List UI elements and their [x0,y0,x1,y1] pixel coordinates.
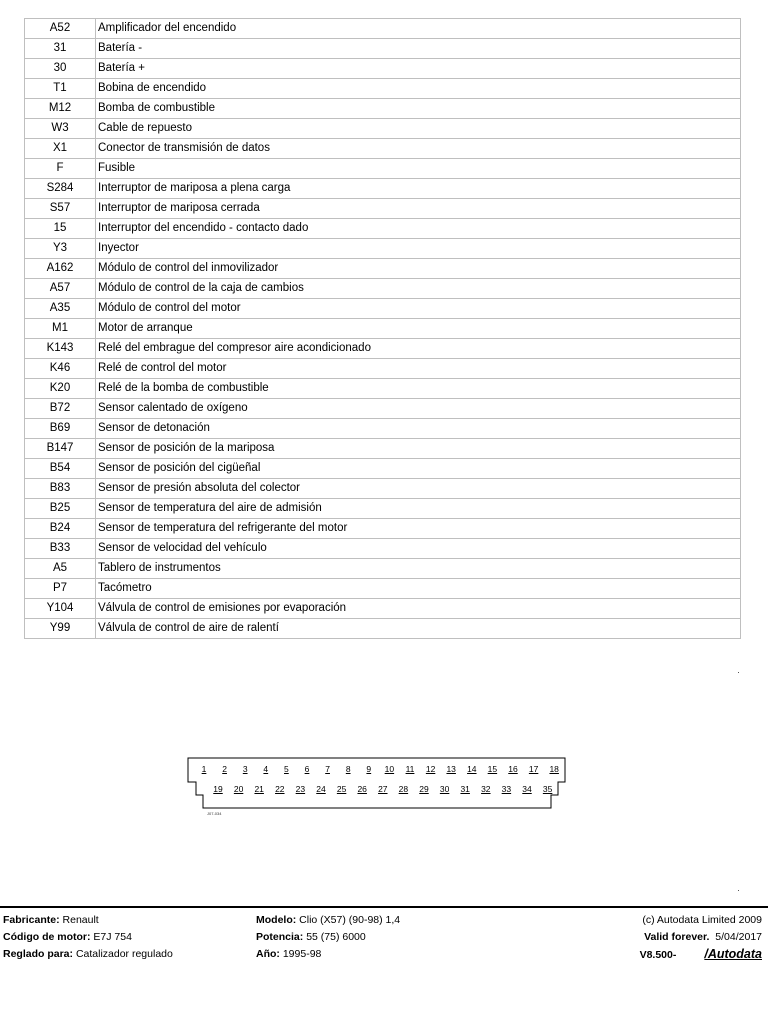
component-description: Relé del embrague del compresor aire acondicionado [96,339,741,359]
component-code: A162 [25,259,96,279]
engine-code-value: E7J 754 [93,931,132,943]
year-label: Año: [256,948,280,960]
footer-left [3,912,173,963]
connector-pin: 27 [378,784,388,794]
component-description: Interruptor de mariposa cerrada [96,199,741,219]
connector-pin: 16 [508,764,518,774]
connector-pin: 32 [481,784,491,794]
component-description: Sensor de detonación [96,419,741,439]
connector-reference: J07-034 [207,811,222,816]
connector-pin: 18 [549,764,559,774]
power-label: Potencia: [256,931,304,943]
component-description: Bomba de combustible [96,99,741,119]
regulated-label: Reglado para: [3,948,74,960]
component-code: X1 [25,139,96,159]
component-description: Interruptor de mariposa a plena carga [96,179,741,199]
stray-dot [738,672,739,673]
component-description: Amplificador del encendido [96,19,741,39]
component-description: Tacómetro [96,579,741,599]
year-line [256,946,400,963]
power-line [256,929,400,946]
table-row [25,59,741,79]
manufacturer-label: Fabricante: [3,914,60,926]
component-code: M12 [25,99,96,119]
table-row [25,259,741,279]
connector-pin: 33 [501,784,512,794]
connector-pin: 34 [522,784,532,794]
table-row [25,439,741,459]
connector-pin: 29 [419,784,429,794]
stray-dot [738,890,739,891]
component-code: K20 [25,379,96,399]
connector-pin: 14 [467,764,477,774]
connector-pin: 22 [275,784,285,794]
regulated-value: Catalizador regulado [75,948,173,960]
version-label: V8.500- [639,949,677,961]
connector-pin: 28 [398,784,409,794]
table-row [25,379,741,399]
model-label: Modelo: [256,914,297,926]
table-row [25,419,741,439]
component-table [24,18,741,639]
footer-right [640,912,762,964]
connector-pin: 9 [366,764,372,774]
table-row [25,19,741,39]
connector-pin: 7 [325,764,330,774]
component-description: Módulo de control del inmovilizador [96,259,741,279]
table-row [25,619,741,639]
component-code: B25 [25,499,96,519]
connector-pin: 15 [487,764,498,774]
model-line [256,912,400,929]
component-code: K143 [25,339,96,359]
component-code: 30 [25,59,96,79]
component-code: Y99 [25,619,96,639]
table-row [25,479,741,499]
table-row [25,119,741,139]
connector-pin: 8 [345,764,351,774]
connector-pin: 30 [439,784,450,794]
table-row [25,79,741,99]
component-description: Sensor de temperatura del refrigerante del motor [96,519,741,539]
copyright-line: (c) Autodata Limited 2009 [642,914,762,926]
component-code: A35 [25,299,96,319]
component-code: B33 [25,539,96,559]
footer [0,906,768,1026]
connector-pin: 10 [384,764,395,774]
component-description: Sensor de presión absoluta del colector [96,479,741,499]
regulated-line [3,946,173,963]
table-row [25,359,741,379]
component-code: B83 [25,479,96,499]
table-row [25,399,741,419]
table-row [25,239,741,259]
component-description: Sensor calentado de oxígeno [96,399,741,419]
component-code: Y104 [25,599,96,619]
connector-pin: 6 [304,764,310,774]
table-row [25,279,741,299]
component-description: Fusible [96,159,741,179]
component-description: Relé de la bomba de combustible [96,379,741,399]
connector-pin: 13 [446,764,456,774]
valid-line [640,929,762,946]
component-description: Sensor de temperatura del aire de admisión [96,499,741,519]
component-description: Válvula de control de aire de ralentí [96,619,741,639]
component-code: W3 [25,119,96,139]
component-code: K46 [25,359,96,379]
component-description: Batería - [96,39,741,59]
connector-pin: 21 [254,784,264,794]
engine-code-line [3,929,173,946]
connector-pin: 1 [201,764,207,774]
table-row [25,139,741,159]
table-row [25,499,741,519]
table-row [25,99,741,119]
component-code: M1 [25,319,96,339]
component-description: Bobina de encendido [96,79,741,99]
component-description: Motor de arranque [96,319,741,339]
component-code: P7 [25,579,96,599]
engine-code-label: Código de motor: [3,931,91,943]
component-code: 15 [25,219,96,239]
valid-label: Valid forever. [644,931,710,943]
component-description: Válvula de control de emisiones por evaporación [96,599,741,619]
table-row [25,559,741,579]
table-row [25,299,741,319]
connector-pin: 3 [242,764,248,774]
component-code: A52 [25,19,96,39]
component-description: Sensor de posición del cigüeñal [96,459,741,479]
connector-pin: 23 [295,784,306,794]
component-description: Batería + [96,59,741,79]
component-code: B69 [25,419,96,439]
component-code: B72 [25,399,96,419]
table-row [25,39,741,59]
version-line [640,946,762,964]
connector-pin: 12 [425,764,436,774]
component-code: A5 [25,559,96,579]
table-row [25,459,741,479]
component-code: B24 [25,519,96,539]
component-code: 31 [25,39,96,59]
component-code: B147 [25,439,96,459]
connector-pin: 24 [316,784,326,794]
connector-pin: 4 [263,764,269,774]
power-value: 55 (75) 6000 [306,931,366,943]
table-row [25,519,741,539]
component-code: S57 [25,199,96,219]
connector-pin: 25 [336,784,347,794]
component-code: B54 [25,459,96,479]
manufacturer-value: Renault [62,914,99,926]
table-row [25,219,741,239]
connector-pin: 19 [213,784,223,794]
footer-middle [256,912,400,963]
connector-pin: 31 [460,784,470,794]
manufacturer-line [3,912,173,929]
connector-pin: 17 [528,764,539,774]
component-description: Sensor de velocidad del vehículo [96,539,741,559]
component-code: F [25,159,96,179]
connector-diagram [187,756,567,820]
connector-pin: 5 [284,764,289,774]
component-description: Inyector [96,239,741,259]
year-value: 1995-98 [282,948,322,960]
component-description: Relé de control del motor [96,359,741,379]
component-code: Y3 [25,239,96,259]
table-row [25,159,741,179]
autodata-logo: /Autodata [704,947,762,961]
table-row [25,579,741,599]
valid-date: 5/04/2017 [715,931,762,943]
component-description: Sensor de posición de la mariposa [96,439,741,459]
table-row [25,539,741,559]
table-row [25,179,741,199]
connector-pin: 35 [542,784,553,794]
connector-pin: 11 [405,764,415,774]
table-row [25,319,741,339]
component-code: A57 [25,279,96,299]
component-table-body [25,19,741,639]
component-description: Tablero de instrumentos [96,559,741,579]
component-description: Conector de transmisión de datos [96,139,741,159]
component-code: T1 [25,79,96,99]
component-description: Módulo de control de la caja de cambios [96,279,741,299]
connector-pin: 2 [222,764,227,774]
table-row [25,339,741,359]
model-value: Clio (X57) (90-98) 1,4 [299,914,401,926]
table-row [25,599,741,619]
table-row [25,199,741,219]
component-description: Cable de repuesto [96,119,741,139]
component-description: Módulo de control del motor [96,299,741,319]
connector-pin: 20 [233,784,244,794]
component-code: S284 [25,179,96,199]
component-description: Interruptor del encendido - contacto dado [96,219,741,239]
connector-pin: 26 [357,784,367,794]
